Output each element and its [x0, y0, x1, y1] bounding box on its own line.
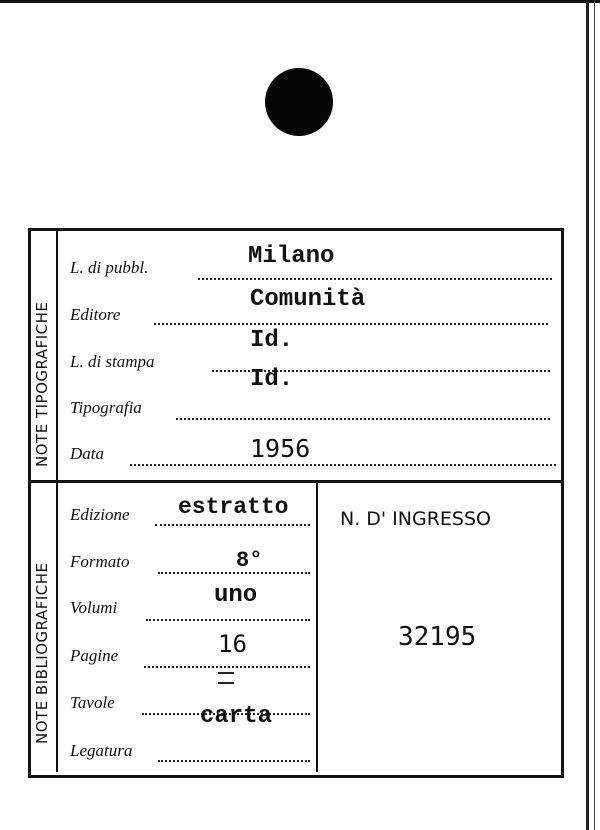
field-label-volumi: Volumi	[70, 598, 118, 617]
field-label-tipografia: Tipografia	[70, 398, 142, 417]
field-label-data: Data	[70, 444, 104, 463]
label-column-rule-top	[56, 231, 58, 480]
field-value-formato: 8°	[236, 548, 263, 573]
ingresso-column-rule	[316, 483, 318, 772]
field-line	[158, 760, 310, 762]
field-value-editore: Comunità	[250, 286, 366, 313]
field-label-edizione: Edizione	[70, 505, 130, 524]
ingresso-label: N. D' INGRESSO	[340, 508, 492, 530]
field-label-luogo-pubblicazione: L. di pubbl.	[70, 258, 149, 277]
field-label-tavole: Tavole	[70, 693, 115, 712]
section-divider	[28, 480, 561, 483]
card-top-edge	[0, 0, 600, 3]
field-line	[144, 666, 310, 668]
punch-hole	[265, 68, 333, 136]
field-value-pagine: 16	[218, 630, 247, 658]
section-label-bibliographic: NOTE BIBLIOGRAFICHE	[33, 562, 51, 744]
field-line	[146, 619, 310, 621]
field-label-legatura: Legatura	[70, 741, 133, 760]
field-value-volumi: uno	[214, 582, 258, 609]
field-value-edizione: estratto	[178, 494, 289, 520]
field-line	[198, 278, 552, 280]
field-line	[155, 524, 310, 526]
ingresso-number: 32195	[398, 622, 477, 652]
card-right-edge-inner	[594, 0, 595, 830]
field-line	[130, 464, 556, 466]
field-value-luogo-pubblicazione: Milano	[248, 243, 335, 270]
field-label-formato: Formato	[70, 552, 130, 571]
card-right-edge	[586, 0, 589, 830]
field-value-tipografia: Id.	[250, 366, 294, 393]
field-line	[176, 418, 550, 420]
field-line	[154, 323, 548, 325]
field-label-luogo-stampa: L. di stampa	[70, 352, 155, 371]
field-value-tavole: carta	[200, 703, 273, 730]
field-line	[158, 572, 310, 574]
field-label-editore: Editore	[70, 305, 121, 324]
field-label-pagine: Pagine	[70, 646, 119, 665]
field-value-data: 1956	[250, 434, 311, 463]
field-value-luogo-stampa: Id.	[250, 327, 294, 354]
section-label-typographic: NOTE TIPOGRAFICHE	[33, 301, 51, 467]
ink-smudge	[218, 672, 234, 684]
label-column-rule-bottom	[56, 483, 58, 772]
